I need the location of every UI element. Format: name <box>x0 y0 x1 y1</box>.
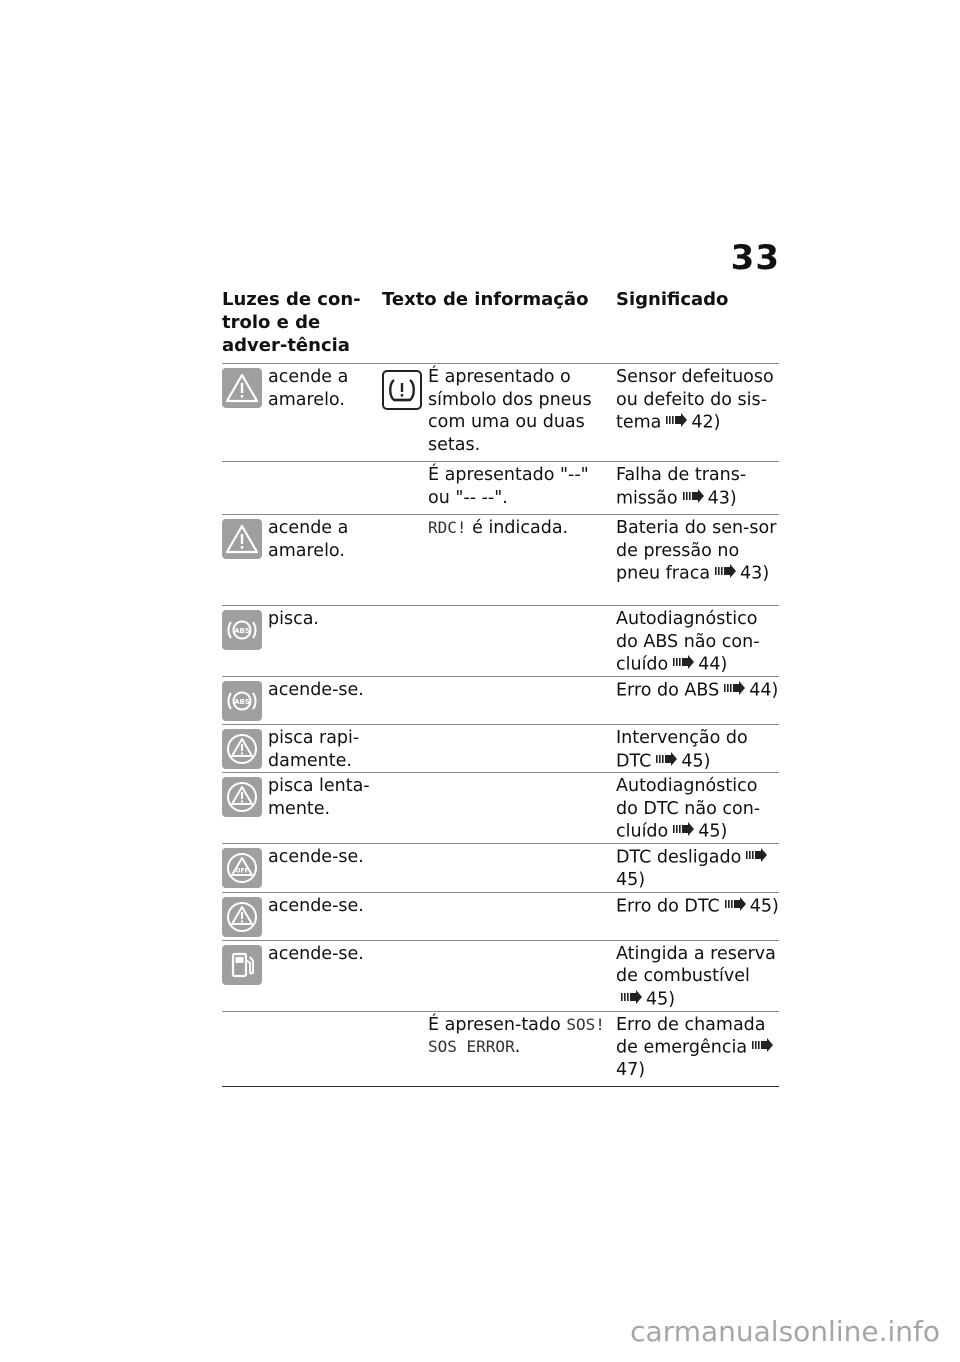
meaning-text: Autodiagnóstico do ABS não con-cluído <box>616 609 760 675</box>
light-state: pisca. <box>268 609 319 629</box>
table-row <box>222 605 779 676</box>
info-text: É apresentado o símbolo dos pneus com uma ou duas setas. <box>428 367 592 455</box>
light-state: acende-se. <box>268 895 364 916</box>
tire-pressure-icon <box>382 370 422 410</box>
table-row <box>222 940 779 1011</box>
info-text: É apresentado "--" ou "-- --". <box>428 465 589 508</box>
page-ref: 44) <box>698 654 728 675</box>
light-state: acende-se. <box>268 680 364 700</box>
meaning-text: Erro do DTC <box>616 895 720 916</box>
svg-text:ABS: ABS <box>234 627 250 635</box>
meaning-text: Sensor defeituoso ou defeito do sis-tema <box>616 367 774 433</box>
dtc-icon <box>222 897 262 937</box>
page-ref: 45) <box>616 870 646 890</box>
page-ref-arrow-icon <box>714 562 736 585</box>
page-ref-arrow-icon <box>745 846 767 869</box>
table-row <box>222 676 779 724</box>
table-row <box>222 514 779 605</box>
light-state: acende-se. <box>268 943 364 964</box>
light-state: acende-se. <box>268 847 364 868</box>
info-text: É apresen-tado <box>428 1014 561 1035</box>
meaning-text: Erro do ABS <box>616 680 720 701</box>
meaning-text: Intervenção do DTC <box>616 728 748 771</box>
watermark: carmanualsonline.info <box>630 1315 940 1348</box>
dtc-icon <box>222 729 262 769</box>
page-ref: 43) <box>740 563 770 584</box>
page-ref: 47) <box>616 1059 646 1080</box>
svg-text:OFF: OFF <box>235 867 249 875</box>
table-row <box>222 363 779 461</box>
page-ref: 45) <box>749 895 779 916</box>
page-number: 33 <box>730 238 780 278</box>
page-ref-arrow-icon <box>672 653 694 676</box>
table-row <box>222 724 779 772</box>
header-info-text: Texto de informação <box>382 289 589 310</box>
svg-text:ABS: ABS <box>234 698 250 706</box>
info-text-end: . <box>514 1037 521 1057</box>
page-ref-arrow-icon <box>724 895 746 918</box>
info-text: é indicada. <box>472 518 569 538</box>
page-ref: 42) <box>691 412 721 433</box>
page-ref-arrow-icon <box>620 988 642 1011</box>
light-state: pisca lenta-mente. <box>268 776 370 819</box>
warning-lights-table <box>222 288 779 1087</box>
page-ref-arrow-icon <box>672 820 694 843</box>
meaning-text: Falha de trans-missão <box>616 465 747 508</box>
light-state: pisca rapi-damente. <box>268 728 360 771</box>
header-lights: Luzes de con-trolo e de adver-tência <box>222 289 361 356</box>
page-ref-arrow-icon <box>682 487 704 510</box>
abs-icon <box>222 610 262 650</box>
info-code: SOS! SOS ERROR <box>428 1014 605 1056</box>
meaning-text: Autodiagnóstico do DTC não con-cluído <box>616 776 761 842</box>
table-header <box>222 288 779 363</box>
info-code: RDC! <box>428 518 467 537</box>
page-ref-arrow-icon <box>655 750 677 773</box>
meaning-text: Atingida a reserva de combustível <box>616 943 776 986</box>
page-ref: 44) <box>749 680 779 701</box>
table-row <box>222 1011 779 1087</box>
table-row <box>222 461 779 514</box>
page-ref: 45) <box>681 750 711 771</box>
meaning-text: Erro de chamada de emergência <box>616 1014 766 1058</box>
page-ref: 45) <box>698 821 728 842</box>
page-ref-arrow-icon <box>751 1036 773 1059</box>
light-state: acende a amarelo. <box>268 518 349 561</box>
meaning-text: Bateria do sen-sor de pressão no pneu fraca <box>616 518 777 584</box>
header-meaning: Significado <box>616 289 729 310</box>
dtc-off-icon <box>222 848 262 888</box>
dtc-icon <box>222 777 262 817</box>
abs-icon <box>222 681 262 721</box>
page-ref: 43) <box>707 487 737 508</box>
meaning-text: DTC desligado <box>616 847 742 868</box>
fuel-pump-icon <box>222 945 262 985</box>
warning-triangle-icon <box>222 368 262 408</box>
page-ref-arrow-icon <box>665 411 687 434</box>
table-row <box>222 843 779 891</box>
page-ref-arrow-icon <box>723 679 745 702</box>
table-row <box>222 772 779 843</box>
table-row <box>222 892 779 940</box>
light-state: acende a amarelo. <box>268 367 349 410</box>
page-ref: 45) <box>646 988 676 1009</box>
warning-triangle-icon <box>222 519 262 559</box>
